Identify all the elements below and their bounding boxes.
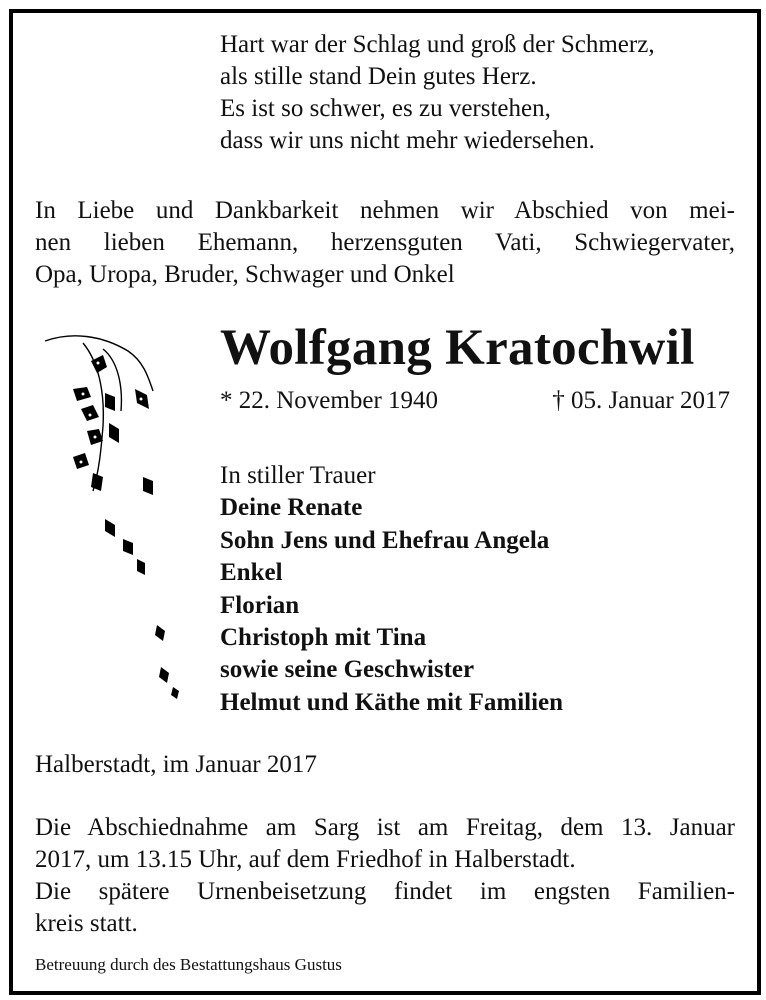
mourner-name: Christoph mit Tina <box>220 624 427 652</box>
intro-line: In Liebe und Dankbarkeit nehmen wir Abschied von mei- <box>35 197 735 224</box>
mourner-name: Sohn Jens und Ehefrau Angela <box>220 526 550 554</box>
mourner-name: Florian <box>220 591 300 619</box>
funeral-notice <box>35 812 735 940</box>
mourner-name: Enkel <box>220 559 283 587</box>
mourner-name: Deine Renate <box>220 494 363 522</box>
poem <box>220 29 655 157</box>
poem-line: Es ist so schwer, es zu verstehen, <box>220 95 551 122</box>
birch-branch-icon <box>43 331 203 711</box>
intro-text <box>35 195 735 291</box>
mourners-heading: In stiller Trauer <box>220 462 376 489</box>
funeral-home-credit: Betreuung durch des Bestattungshaus Gustus <box>35 955 342 974</box>
notice-line: 2017, um 13.15 Uhr, auf dem Friedhof in Halberstadt. <box>35 846 576 873</box>
notice-line: Die spätere Urnenbeisetzung findet im engsten Familien- <box>35 878 735 905</box>
death-date: † 05. Januar 2017 <box>552 387 730 414</box>
mourner-name: sowie seine Geschwister <box>220 656 475 684</box>
obituary-frame <box>9 9 761 995</box>
mourner-name: Helmut und Käthe mit Familien <box>220 688 564 716</box>
intro-line: Opa, Uropa, Bruder, Schwager und Onkel <box>35 261 455 288</box>
place-date: Halberstadt, im Januar 2017 <box>35 751 317 778</box>
intro-line: nen lieben Ehemann, herzensguten Vati, Schwiegervater, <box>35 229 735 256</box>
mourners-list <box>220 460 563 719</box>
notice-line: kreis statt. <box>35 910 138 937</box>
poem-line: dass wir uns nicht mehr wiedersehen. <box>220 127 595 154</box>
deceased-name: Wolfgang Kratochwil <box>220 320 695 376</box>
notice-line: Die Abschiednahme am Sarg ist am Freitag, dem 13. Januar <box>35 814 735 841</box>
birth-date: * 22. November 1940 <box>220 387 439 414</box>
poem-line: als stille stand Dein gutes Herz. <box>220 63 537 90</box>
poem-line: Hart war der Schlag und groß der Schmerz, <box>220 31 655 58</box>
